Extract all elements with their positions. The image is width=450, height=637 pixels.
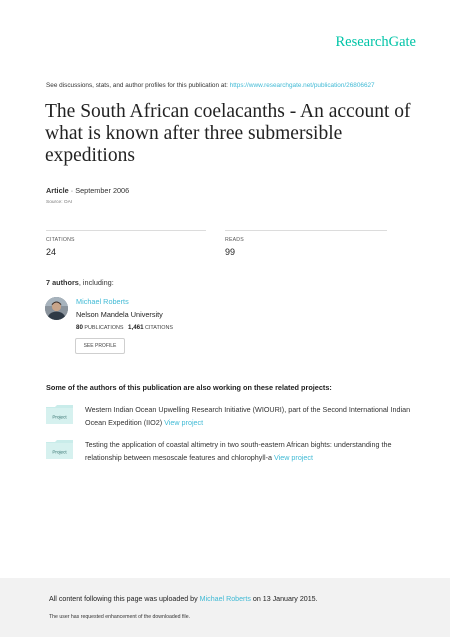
related-project-item [85, 404, 415, 429]
footer-panel [0, 578, 450, 637]
project-folder-icon [46, 440, 73, 459]
view-project-link[interactable]: View project [164, 417, 204, 427]
enhancement-note: The user has requested enhancement of the downloaded file. [49, 614, 191, 620]
project-description: Western Indian Ocean Upwelling Research Initiative (WIOURI), part of the Second International Indian Ocean Expedition (IIO2) [85, 405, 411, 427]
author-publications-count: 80 [76, 324, 83, 331]
discussion-line [46, 82, 375, 89]
upload-note [49, 595, 318, 603]
reads-label: READS [225, 237, 244, 243]
author-citations-label: CITATIONS [145, 325, 173, 331]
publication-meta [46, 186, 129, 195]
upload-suffix: on 13 January 2015. [250, 595, 318, 603]
upload-prefix: All content following this page was uploaded by [49, 595, 200, 603]
related-project-item [85, 439, 415, 464]
uploader-link[interactable]: Michael Roberts [199, 595, 251, 603]
author-publications-label: PUBLICATIONS [84, 325, 124, 331]
authors-heading [46, 278, 114, 287]
authors-count: 7 authors [46, 278, 79, 287]
see-profile-button[interactable]: SEE PROFILE [75, 338, 125, 354]
author-stats [76, 324, 173, 331]
author-name-link[interactable]: Michael Roberts [76, 297, 129, 306]
reads-value: 99 [225, 247, 236, 257]
author-affiliation: Nelson Mandela University [76, 310, 163, 319]
author-citations-count: 1,461 [128, 324, 144, 331]
reads-divider [225, 230, 387, 231]
citations-value: 24 [46, 247, 57, 257]
researchgate-logo[interactable]: ResearchGate [335, 34, 416, 50]
project-folder-icon [46, 405, 73, 424]
author-avatar[interactable] [45, 297, 68, 320]
project-description: Testing the application of coastal altimetry in two south-eastern African bights: understanding the relationship between mesoscale features and chlorophyll-a [85, 440, 392, 462]
discussion-prefix: See discussions, stats, and author profiles for this publication at: [46, 82, 230, 89]
meta-separator: · [68, 186, 76, 195]
project-folder-label: Project [52, 414, 67, 420]
publication-type: Article [46, 186, 69, 195]
project-folder-label: Project [52, 449, 67, 455]
view-project-link[interactable]: View project [273, 452, 314, 462]
publication-url-link[interactable]: https://www.researchgate.net/publication/26806627 [229, 82, 375, 89]
publication-date: September 2006 [75, 186, 130, 195]
authors-including: , including: [78, 278, 114, 287]
citations-label: CITATIONS [46, 237, 75, 243]
citations-divider [46, 230, 206, 231]
publication-source: Source: OAI [46, 200, 73, 205]
avatar-portrait-icon [45, 297, 68, 320]
publication-title: The South African coelacanths - An account of what is known after three submersible expeditions [45, 101, 411, 166]
related-projects-heading: Some of the authors of this publication are also working on these related projects: [46, 383, 332, 392]
